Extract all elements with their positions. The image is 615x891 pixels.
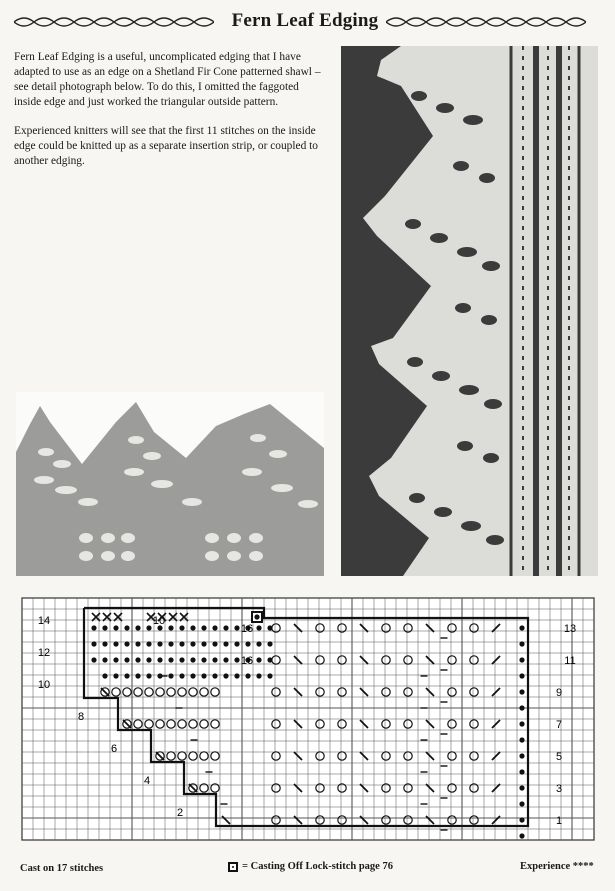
- row-number-10: 10: [37, 679, 51, 691]
- row-number-1: 1: [555, 815, 563, 827]
- shawl-edge-detail-photo: [16, 392, 324, 576]
- row-number-4: 4: [143, 775, 151, 787]
- casting-off-lock-stitch-icon: [228, 862, 238, 872]
- row-number-12: 12: [37, 647, 51, 659]
- page-header: [0, 8, 615, 40]
- decorative-wave-right-icon: [386, 14, 586, 30]
- row-number-5: 5: [555, 751, 563, 763]
- row-number-3: 3: [555, 783, 563, 795]
- cast-off-count-label: 10: [152, 615, 166, 627]
- legend: [228, 861, 393, 872]
- knitting-chart: [14, 590, 606, 842]
- row-number-9: 9: [555, 687, 563, 699]
- row-number-7: 7: [555, 719, 563, 731]
- legend-text: = Casting Off Lock-stitch page 76: [242, 861, 393, 872]
- cast-on-note: Cast on 17 stitches: [20, 863, 104, 874]
- row-number-13: 13: [563, 623, 577, 635]
- row-number-2: 2: [176, 807, 184, 819]
- row-number-14: 14: [37, 615, 51, 627]
- stitch-count-label-row-11: 16: [240, 655, 254, 667]
- page-title: Fern Leaf Edging: [231, 10, 379, 31]
- experience-rating: Experience ****: [520, 861, 594, 872]
- row-number-6: 6: [110, 743, 118, 755]
- stitch-count-label-row-13: 16: [240, 623, 254, 635]
- intro-text: [14, 50, 326, 183]
- fern-leaf-edging-photo: [341, 46, 598, 576]
- chart-grid: [22, 598, 594, 840]
- decorative-wave-left-icon: [14, 14, 214, 30]
- intro-paragraph-2: Experienced knitters will see that the first 11 stitches on the inside edge could be knitted up as a separate insertion strip, or coupled to another edging.: [14, 125, 318, 167]
- intro-paragraph-1: Fern Leaf Edging is a useful, uncomplicated edging that I have adapted to use as an edge on a Shetland Fir Cone patterned shawl – see detail photograph below. To do this, I omitted the faggoted inside edge and just worked the triangular outside pattern.: [14, 51, 321, 108]
- row-number-8: 8: [77, 711, 85, 723]
- row-number-11: 11: [564, 655, 576, 667]
